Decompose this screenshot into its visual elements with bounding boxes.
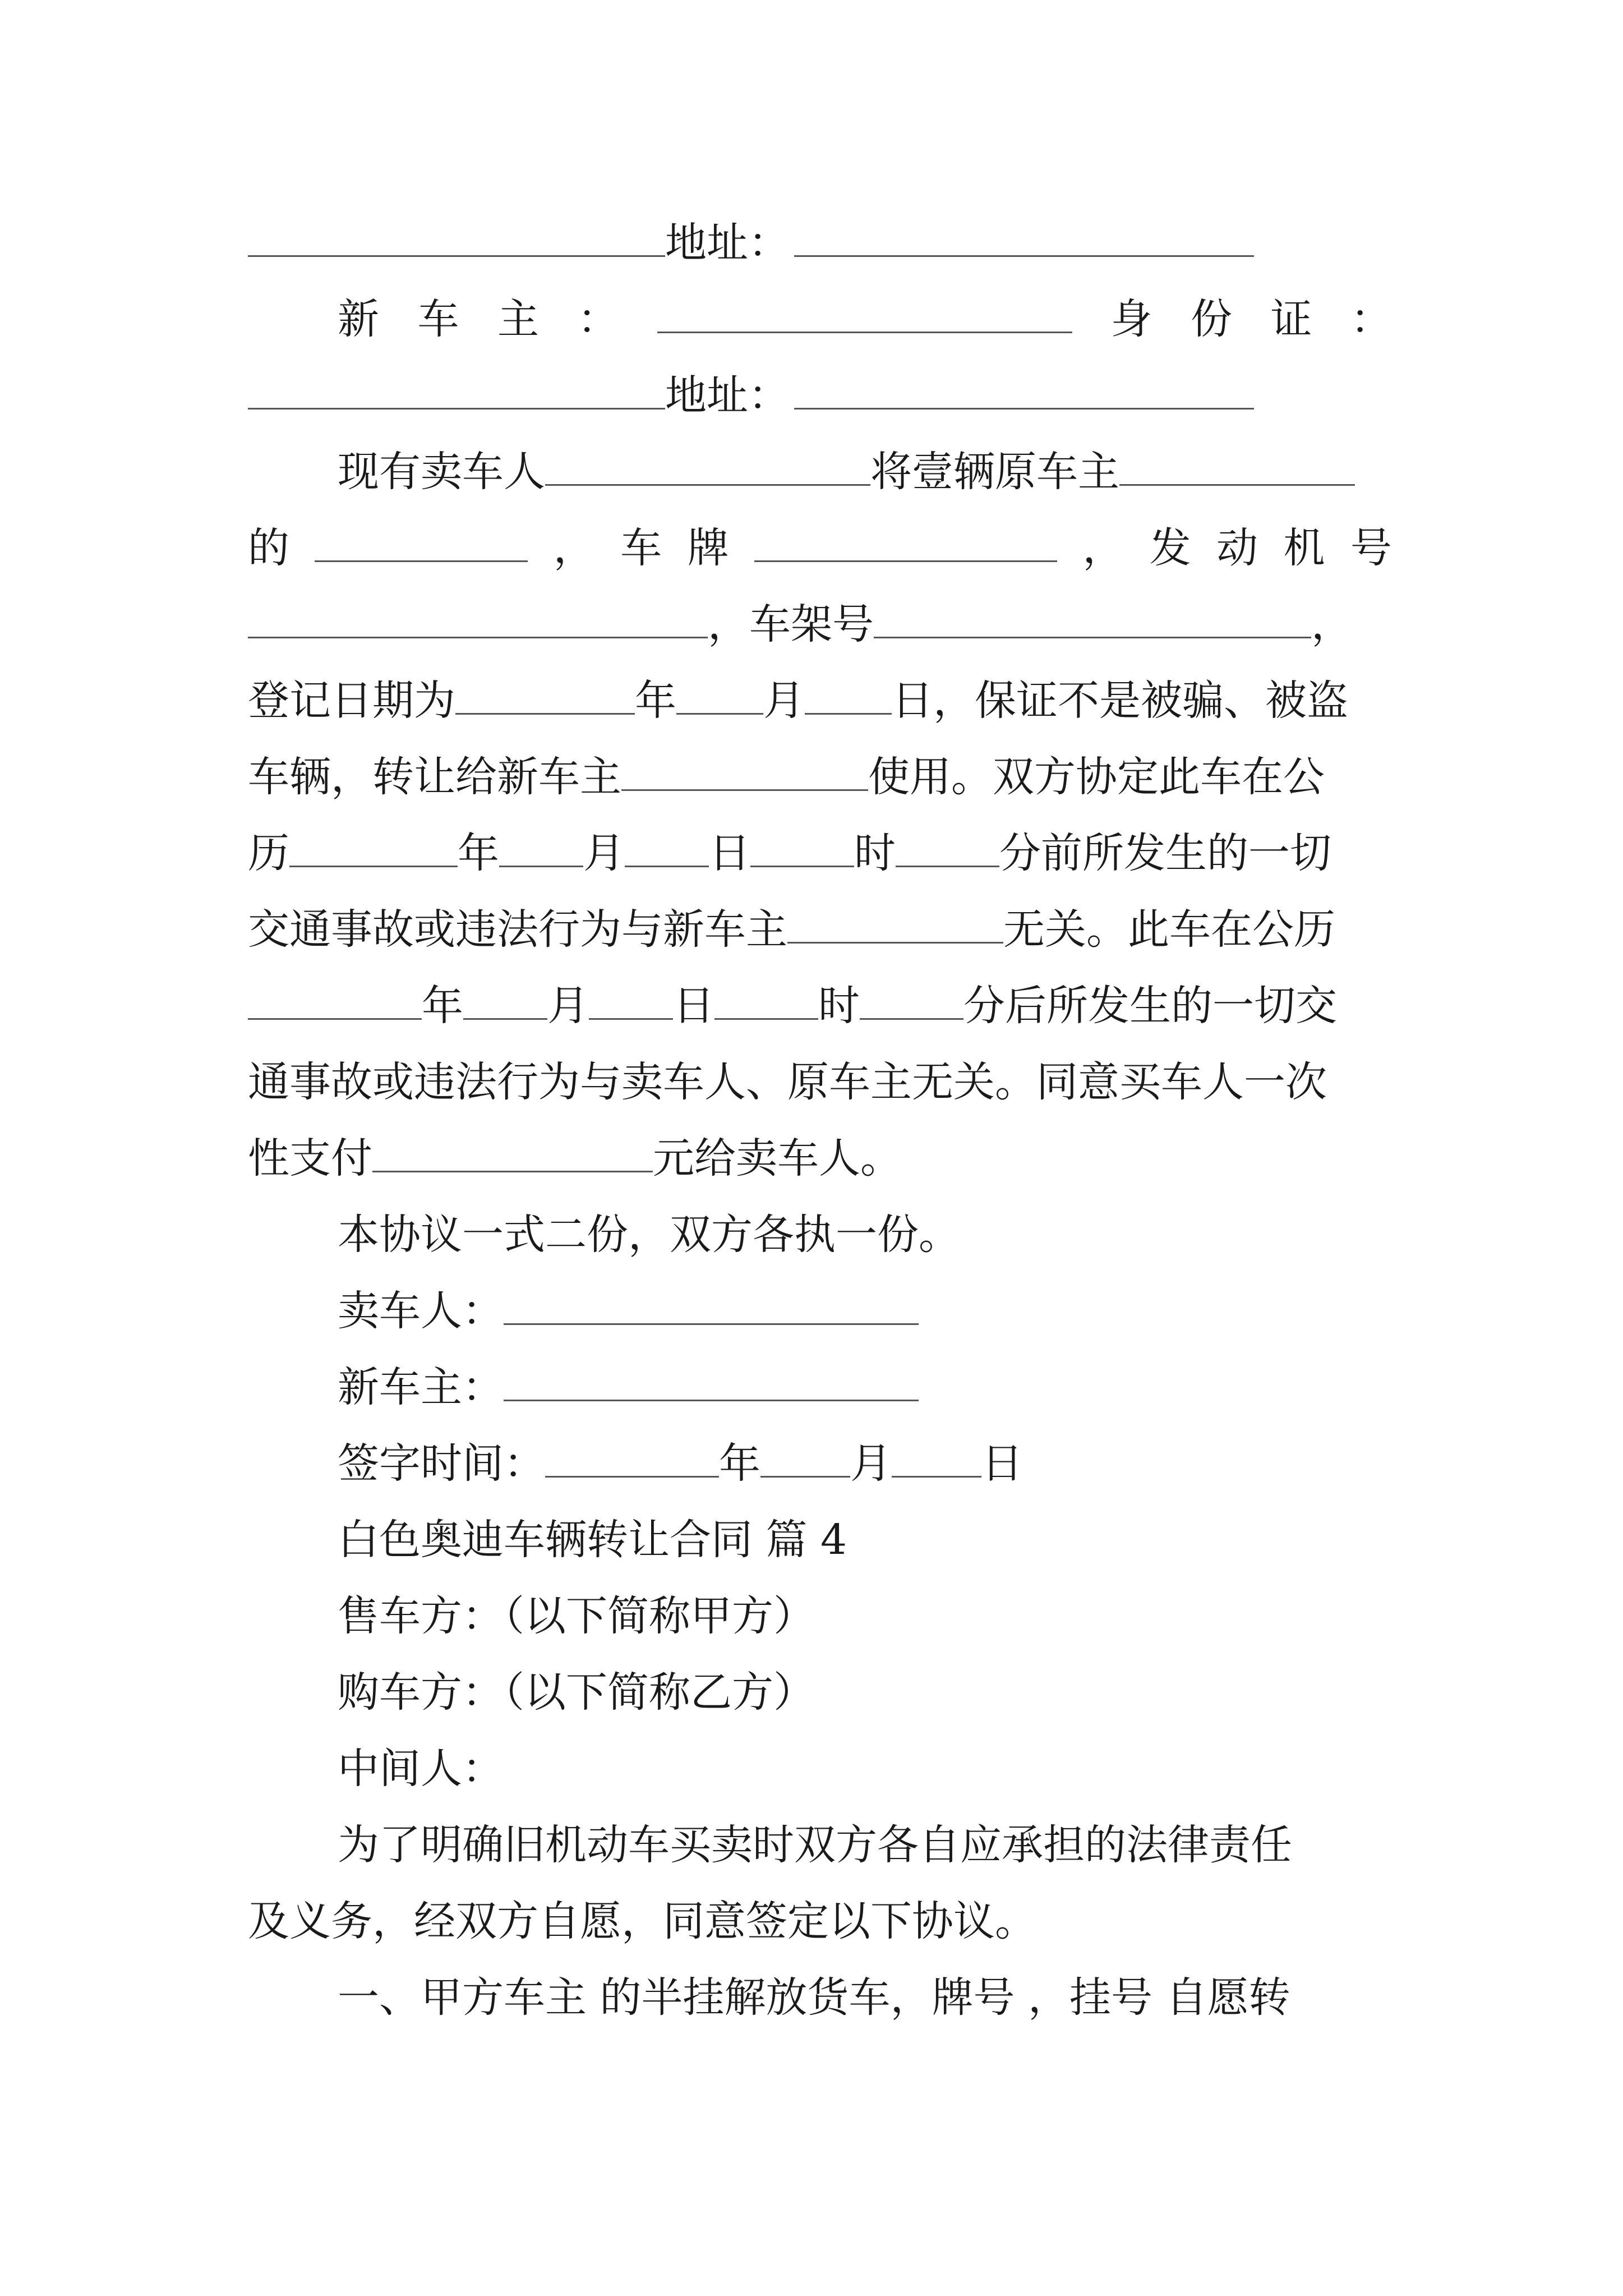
text: 日，保证不是被骗、被盗 bbox=[892, 677, 1348, 725]
text-char: 证 bbox=[1270, 295, 1312, 343]
paragraph-line bbox=[248, 975, 1392, 1037]
paragraph-line bbox=[248, 670, 1392, 731]
blank-field[interactable] bbox=[892, 1441, 981, 1478]
blank-field[interactable] bbox=[805, 678, 892, 715]
seller-label: 卖车人： bbox=[338, 1287, 504, 1335]
text: 无关。此车在公历 bbox=[1003, 905, 1335, 954]
text: 月 bbox=[850, 1439, 892, 1488]
blank-field[interactable] bbox=[794, 220, 1254, 257]
paragraph-line bbox=[248, 593, 1392, 655]
blank-field[interactable] bbox=[289, 831, 458, 867]
text: 日 bbox=[981, 1439, 1023, 1488]
text: ，车架号 bbox=[708, 600, 874, 648]
address-line-2 bbox=[248, 365, 1392, 426]
text: 年 bbox=[422, 982, 463, 1030]
text: ， bbox=[1082, 524, 1124, 572]
blank-field[interactable] bbox=[248, 602, 708, 638]
blank-field[interactable] bbox=[621, 754, 868, 791]
blank-field[interactable] bbox=[248, 220, 665, 257]
text: 登记日期为 bbox=[248, 677, 455, 725]
blank-field[interactable] bbox=[372, 1136, 653, 1172]
blank-field[interactable] bbox=[545, 449, 870, 486]
paragraph-line bbox=[248, 1051, 1392, 1113]
text: ， bbox=[1311, 600, 1353, 648]
party-a-line: 售车方：（以下简称甲方） bbox=[338, 1592, 815, 1640]
blank-field[interactable] bbox=[545, 1441, 719, 1478]
address-line-1 bbox=[248, 212, 1392, 274]
text: 车辆，转让给新车主 bbox=[248, 753, 621, 801]
text: 车 bbox=[620, 524, 662, 572]
text: 日 bbox=[709, 829, 750, 877]
text: 发 bbox=[1149, 524, 1191, 572]
text: 年 bbox=[458, 829, 499, 877]
paragraph-line bbox=[248, 517, 1392, 579]
blank-field[interactable] bbox=[860, 983, 963, 1020]
text: 号 bbox=[1350, 524, 1392, 572]
blank-field[interactable] bbox=[754, 526, 1057, 562]
address-label: 地址： bbox=[665, 219, 790, 267]
middleman-line: 中间人： bbox=[338, 1745, 504, 1793]
text: 时 bbox=[818, 982, 860, 1030]
blank-field[interactable] bbox=[463, 983, 547, 1020]
text: 日 bbox=[673, 982, 714, 1030]
paragraph-line: 为了明确旧机动车买卖时双方各自应承担的法律责任 bbox=[338, 1821, 1292, 1869]
copies-clause: 本协议一式二份，双方各执一份。 bbox=[338, 1211, 960, 1259]
new-owner-id-line bbox=[338, 288, 1392, 350]
text: 年 bbox=[635, 677, 676, 725]
blank-field[interactable] bbox=[760, 1441, 850, 1478]
blank-field[interactable] bbox=[455, 678, 635, 715]
blank-field[interactable] bbox=[787, 907, 1003, 944]
text: 机 bbox=[1283, 524, 1325, 572]
text: 的 bbox=[248, 524, 289, 572]
text: 交通事故或违法行为与新车主 bbox=[248, 905, 787, 954]
blank-field[interactable] bbox=[625, 831, 709, 867]
blank-field[interactable] bbox=[657, 297, 1072, 333]
blank-field[interactable] bbox=[714, 983, 818, 1020]
seller-signature-line bbox=[338, 1280, 1392, 1342]
blank-field[interactable] bbox=[589, 983, 673, 1020]
blank-field[interactable] bbox=[504, 1289, 919, 1325]
blank-field[interactable] bbox=[896, 831, 999, 867]
text: 分前所发生的一切 bbox=[999, 829, 1331, 877]
address-label: 地址： bbox=[665, 371, 790, 420]
text-char: ： bbox=[577, 295, 619, 343]
blank-field[interactable] bbox=[315, 526, 528, 562]
text: 月 bbox=[763, 677, 805, 725]
text: 现有卖车人 bbox=[338, 448, 545, 496]
blank-field[interactable] bbox=[874, 602, 1311, 638]
text: 月 bbox=[547, 982, 589, 1030]
text: 历 bbox=[248, 829, 289, 877]
blank-field[interactable] bbox=[499, 831, 583, 867]
text: 元给卖车人。 bbox=[653, 1134, 902, 1182]
blank-field[interactable] bbox=[750, 831, 854, 867]
blank-field[interactable] bbox=[676, 678, 763, 715]
paragraph-line bbox=[248, 1128, 1392, 1189]
blank-field[interactable] bbox=[248, 983, 422, 1020]
paragraph-line bbox=[338, 441, 1392, 503]
text: ， bbox=[553, 524, 595, 572]
blank-field[interactable] bbox=[248, 373, 665, 409]
text: 分后所发生的一切交 bbox=[963, 982, 1337, 1030]
blank-field[interactable] bbox=[504, 1365, 919, 1401]
text: 将壹辆原车主 bbox=[870, 448, 1119, 496]
paragraph-line: 及义务，经双方自愿，同意签定以下协议。 bbox=[248, 1897, 1036, 1945]
text: 年 bbox=[719, 1439, 760, 1488]
text-char: ： bbox=[1350, 295, 1392, 343]
new-owner-label: 新车主： bbox=[338, 1363, 504, 1411]
text-char: 身 bbox=[1110, 295, 1152, 343]
blank-field[interactable] bbox=[1119, 449, 1355, 486]
text-char: 车 bbox=[417, 295, 459, 343]
signing-date-line bbox=[338, 1433, 1392, 1494]
text: 月 bbox=[583, 829, 625, 877]
clause-1-line: 一、甲方车主 的半挂解放货车，牌号 ，挂号 自愿转 bbox=[338, 1973, 1290, 2022]
paragraph-line bbox=[248, 899, 1392, 960]
text-char: 新 bbox=[338, 295, 379, 343]
text: 通事故或违法行为与卖车人、原车主无关。同意买车人一次 bbox=[248, 1058, 1327, 1106]
section-heading: 白色奥迪车辆转让合同 篇 4 bbox=[338, 1516, 847, 1564]
new-owner-signature-line bbox=[338, 1356, 1392, 1418]
text-char: 份 bbox=[1191, 295, 1232, 343]
sign-time-label: 签字时间： bbox=[338, 1439, 545, 1488]
text: 动 bbox=[1216, 524, 1258, 572]
paragraph-line bbox=[248, 822, 1392, 884]
party-b-line: 购车方：（以下简称乙方） bbox=[338, 1668, 815, 1717]
text: 牌 bbox=[687, 524, 729, 572]
blank-field[interactable] bbox=[794, 373, 1254, 409]
text-char: 主 bbox=[497, 295, 539, 343]
text: 使用。双方协定此车在公 bbox=[868, 753, 1325, 801]
text: 时 bbox=[854, 829, 896, 877]
text: 性支付 bbox=[248, 1134, 372, 1182]
paragraph-line bbox=[248, 746, 1392, 808]
